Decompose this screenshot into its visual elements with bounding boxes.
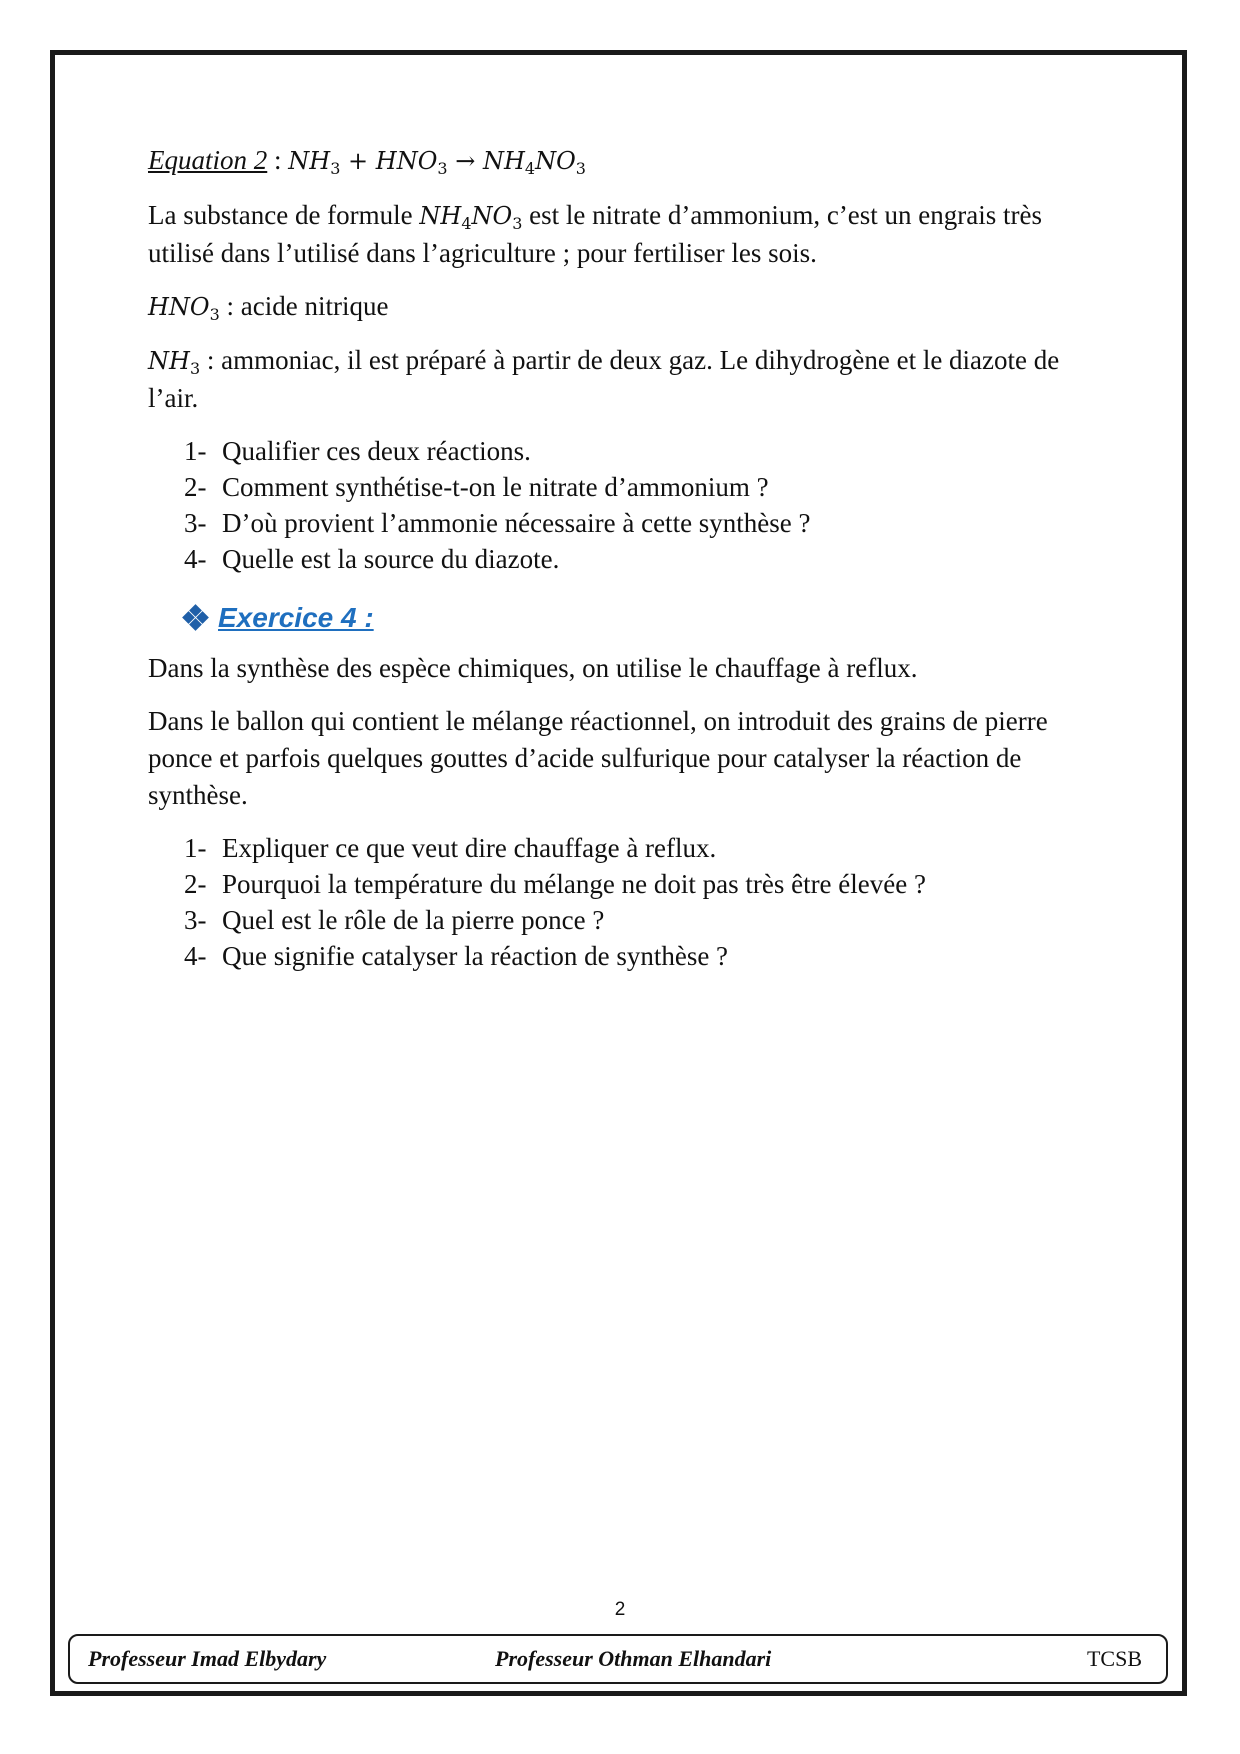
list-item: 1- Expliquer ce que veut dire chauffage à reflux. xyxy=(184,833,717,863)
diamond-bullet-icon xyxy=(184,606,208,630)
exercise-4-heading xyxy=(184,599,1078,636)
list-item: 2- Pourquoi la température du mélange ne doit pas très être élevée ? xyxy=(184,869,926,899)
page-number: 2 xyxy=(614,1599,626,1620)
document-body xyxy=(148,142,1078,974)
equation-2: Equation 2 : $NH_3 + HNO_3 \to NH_4NO_3$ xyxy=(148,145,586,178)
footer-level: TCSB xyxy=(1086,1646,1142,1671)
list-item: 3- D’où provient l’ammonie nécessaire à cette synthèse ? xyxy=(184,508,811,538)
list-item: 2- Comment synthétise-t-on le nitrate d’ammonium ? xyxy=(184,472,769,502)
equation-label: Equation 2 xyxy=(148,145,268,175)
exercise-4-title: Exercice 4 : xyxy=(218,602,374,633)
list-item: 3- Quel est le rôle de la pierre ponce ? xyxy=(184,905,605,935)
footer xyxy=(68,1634,1168,1684)
paragraph-nitrate: La substance de formule $NH_4NO_3$ est le nitrate d’ammonium, c’est un engrais très utilisé dans l’utilisé dans l’agriculture ; pour fertiliser les sois. xyxy=(148,200,1042,268)
exercise-4-paragraph-1: Dans la synthèse des espèce chimiques, on utilise le chauffage à reflux. xyxy=(148,653,918,683)
list-item: 4- Quelle est la source du diazote. xyxy=(184,544,560,574)
questions-list-2 xyxy=(184,830,1078,974)
footer-author-1: Professeur Imad Elbydary xyxy=(88,1646,327,1671)
exercise-4-paragraph-2: Dans le ballon qui contient le mélange réactionnel, on introduit des grains de pierre ponce et parfois quelques gouttes d’acide sulfurique pour catalyser la réaction de synthèse. xyxy=(148,706,1048,810)
list-item: 4- Que signifie catalyser la réaction de synthèse ? xyxy=(184,941,729,971)
list-item: 1- Qualifier ces deux réactions. xyxy=(184,436,531,466)
definition-hno3: $HNO_3$ : acide nitrique xyxy=(148,291,389,324)
footer-author-2: Professeur Othman Elhandari xyxy=(495,1646,772,1671)
questions-list-1 xyxy=(184,433,1078,577)
definition-nh3: $NH_3$ : ammoniac, il est préparé à partir de deux gaz. Le dihydrogène et le diazote de l’air. xyxy=(148,345,1060,413)
equation-formula: $NH_3 + HNO_3 \to NH_4NO_3$ xyxy=(288,147,586,178)
